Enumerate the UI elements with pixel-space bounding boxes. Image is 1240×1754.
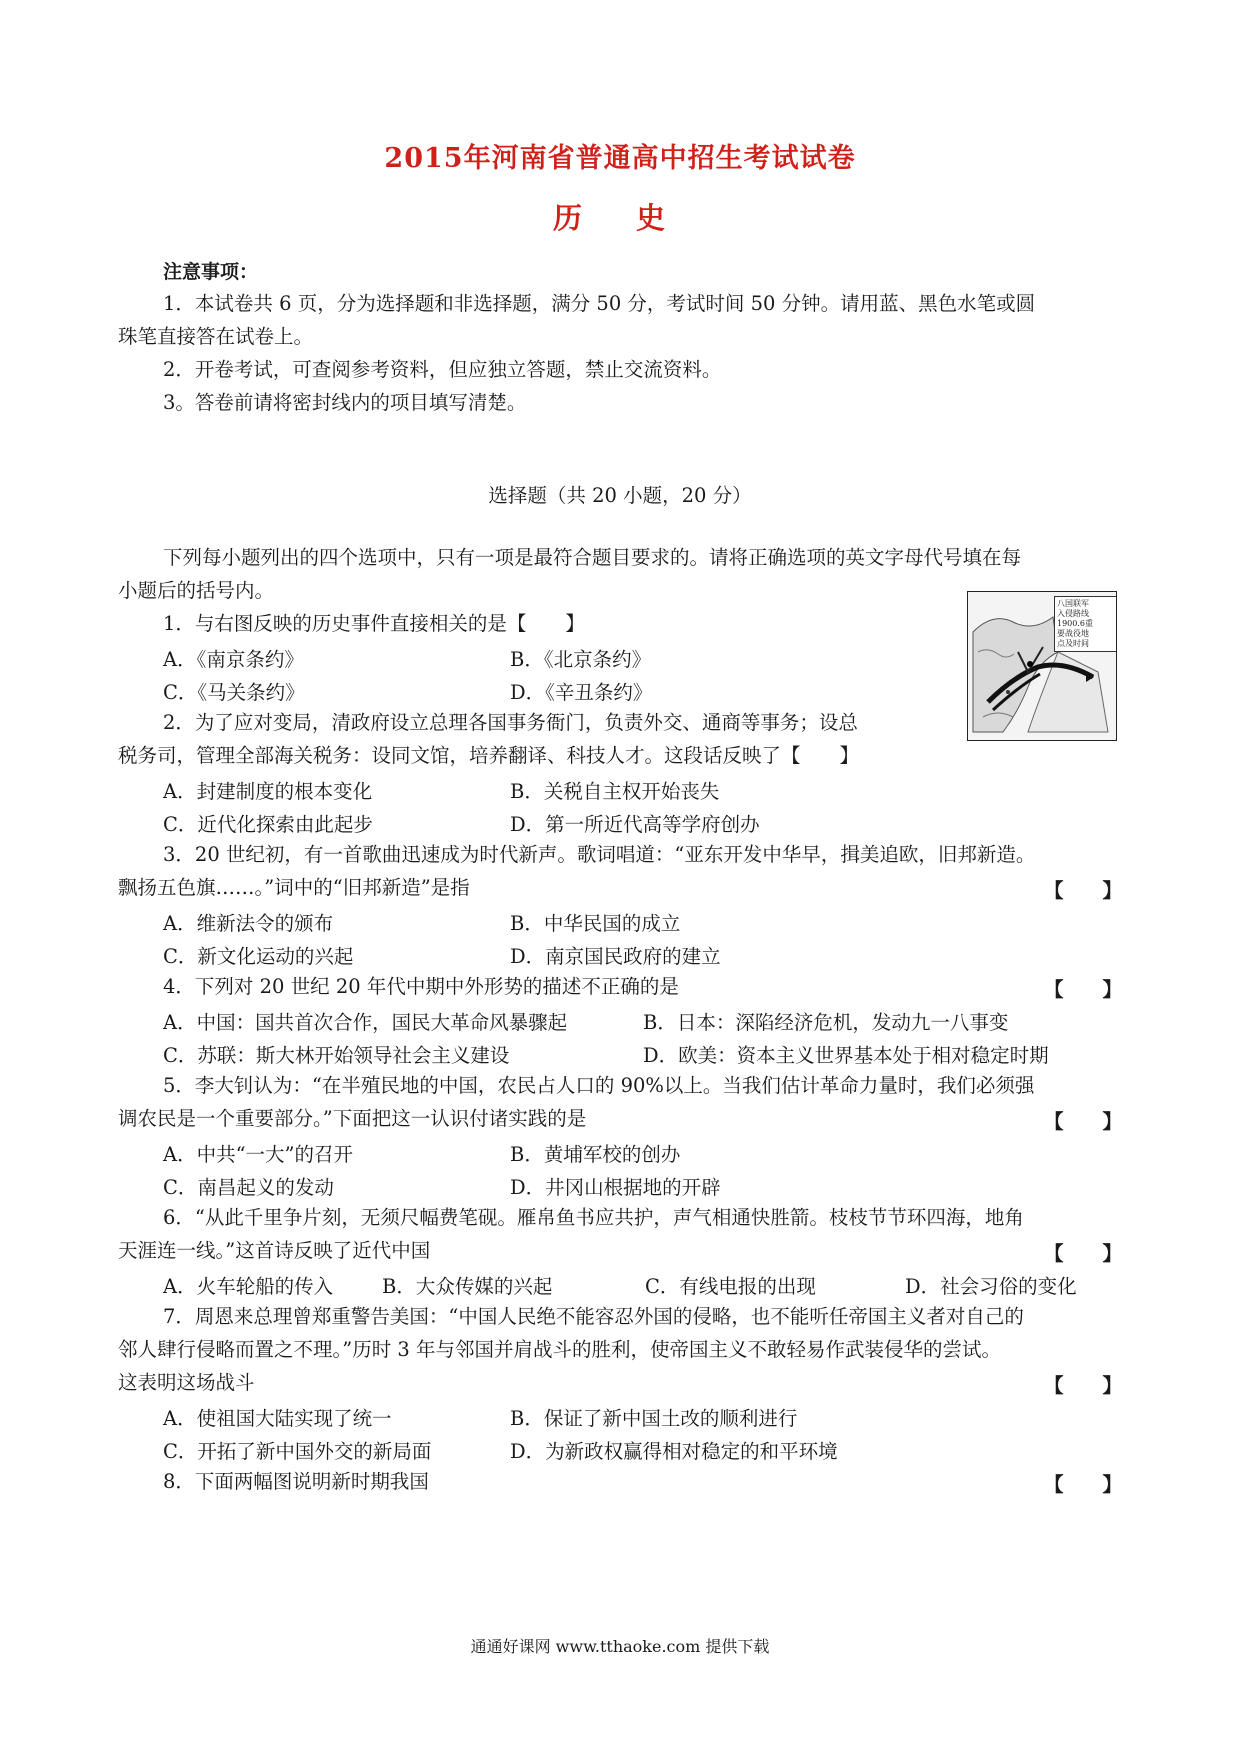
q3-option-a: A．维新法令的颁布 xyxy=(163,912,334,935)
q1-option-c: C．《马关条约》 xyxy=(163,681,305,704)
section-title: 选择题（共 20 小题，20 分） xyxy=(488,484,752,507)
q2-stem-line-1: 2．为了应对变局，清政府设立总理各国事务衙门，负责外交、通商等事务；设总 xyxy=(163,711,858,734)
q6-option-a: A．火车轮船的传入 xyxy=(163,1275,334,1298)
q7-stem-line-2: 邻人肆行侵略而置之不理。”历时 3 年与邻国并肩战斗的胜利，使帝国主义不敢轻易作武装侵华的尝试。 xyxy=(118,1338,1002,1361)
q6-answer-bracket: 【 】 xyxy=(1043,1242,1122,1265)
q3-option-d: D．南京国民政府的建立 xyxy=(510,945,721,968)
q7-stem-line-1: 7．周恩来总理曾郑重警告美国：“中国人民绝不能容忍外国的侵略，也不能听任帝国主义者对自己的 xyxy=(163,1305,1024,1328)
q2-option-c: C．近代化探索由此起步 xyxy=(163,813,373,836)
q6-stem-line-1: 6．“从此千里争片刻，无须尺幅费笔砚。雁帛鱼书应共护，声气相通快胜箭。枝枝节节环四海，地角 xyxy=(163,1206,1024,1229)
note-line-1: 1．本试卷共 6 页，分为选择题和非选择题，满分 50 分，考试时间 50 分钟。请用蓝、黑色水笔或圆 xyxy=(163,292,1036,315)
q4-option-d: D．欧美：资本主义世界基本处于相对稳定时期 xyxy=(643,1044,1049,1067)
q7-answer-bracket: 【 】 xyxy=(1043,1374,1122,1397)
map-legend xyxy=(1054,596,1117,652)
q2-option-d: D．第一所近代高等学府创办 xyxy=(510,813,760,836)
q5-answer-bracket: 【 】 xyxy=(1043,1110,1122,1133)
q2-option-b: B．关税自主权开始丧失 xyxy=(510,780,720,803)
q4-stem: 4．下列对 20 世纪 20 年代中期中外形势的描述不正确的是 xyxy=(163,975,679,998)
q3-stem-line-1: 3．20 世纪初，有一首歌曲迅速成为时代新声。歌词唱道：“亚东开发中华早，揖美追欧，旧邦新造。 xyxy=(163,843,1036,866)
q5-stem-line-2: 调农民是一个重要部分。”下面把这一认识付诸实践的是 xyxy=(118,1107,587,1130)
q6-option-c: C．有线电报的出现 xyxy=(645,1275,816,1298)
boxer-map-figure xyxy=(967,591,1117,741)
q3-stem-line-2: 飘扬五色旗……。”词中的“旧邦新造”是指 xyxy=(118,876,470,899)
q7-option-c: C．开拓了新中国外交的新局面 xyxy=(163,1440,432,1463)
q5-option-c: C．南昌起义的发动 xyxy=(163,1176,334,1199)
q7-option-d: D．为新政权赢得相对稳定的和平环境 xyxy=(510,1440,838,1463)
q2-option-a: A．封建制度的根本变化 xyxy=(163,780,373,803)
q1-stem: 1．与右图反映的历史事件直接相关的是【 】 xyxy=(163,612,585,635)
q7-option-a: A．使祖国大陆实现了统一 xyxy=(163,1407,392,1430)
legend-battle-1: 1900.6重 xyxy=(1057,619,1093,628)
q6-option-b: B．大众传媒的兴起 xyxy=(382,1275,553,1298)
q2-stem-line-2: 税务司，管理全部海关税务：设同文馆，培养翻译、科技人才。这段话反映了【 】 xyxy=(118,744,860,767)
q6-stem-line-2: 天涯连一线。”这首诗反映了近代中国 xyxy=(118,1239,431,1262)
q3-option-c: C．新文化运动的兴起 xyxy=(163,945,354,968)
notes-heading: 注意事项： xyxy=(163,261,259,283)
q3-option-b: B．中华民国的成立 xyxy=(510,912,681,935)
note-line-2: 珠笔直接答在试卷上。 xyxy=(118,325,314,348)
q4-option-c: C．苏联：斯大林开始领导社会主义建设 xyxy=(163,1044,510,1067)
section-intro-1: 下列每小题列出的四个选项中，只有一项是最符合题目要求的。请将正确选项的英文字母代号填在每 xyxy=(163,546,1022,569)
q3-answer-bracket: 【 】 xyxy=(1043,879,1122,902)
q8-stem: 8．下面两幅图说明新时期我国 xyxy=(163,1470,429,1493)
page-footer: 通通好课网 www.tthaoke.com 提供下载 xyxy=(470,1637,770,1656)
q1-option-a: A．《南京条约》 xyxy=(163,648,304,671)
q4-answer-bracket: 【 】 xyxy=(1043,978,1122,1001)
q8-answer-bracket: 【 】 xyxy=(1043,1473,1122,1496)
q5-option-a: A．中共“一大”的召开 xyxy=(163,1143,354,1166)
q7-option-b: B．保证了新中国土改的顺利进行 xyxy=(510,1407,798,1430)
legend-battle-2: 要战役地 xyxy=(1057,629,1089,638)
subject-title: 历 史 xyxy=(552,201,688,235)
q5-option-b: B．黄埔军校的创办 xyxy=(510,1143,681,1166)
q6-option-d: D．社会习俗的变化 xyxy=(905,1275,1077,1298)
q5-option-d: D．井冈山根据地的开辟 xyxy=(510,1176,721,1199)
q5-stem-line-1: 5．李大钊认为：“在半殖民地的中国，农民占人口的 90%以上。当我们估计革命力量时，我们必须强 xyxy=(163,1074,1035,1097)
q7-stem-line-3: 这表明这场战斗 xyxy=(118,1371,255,1394)
q1-option-d: D．《辛丑条约》 xyxy=(510,681,653,704)
legend-route-1: 八国联军 xyxy=(1057,599,1089,608)
legend-route-2: 入侵路线 xyxy=(1057,609,1089,618)
q4-option-b: B．日本：深陷经济危机，发动九一八事变 xyxy=(643,1011,1009,1034)
note-line-4: 3。答卷前请将密封线内的项目填写清楚。 xyxy=(163,391,527,414)
q1-option-b: B．《北京条约》 xyxy=(510,648,652,671)
q4-option-a: A．中国：国共首次合作，国民大革命风暴骤起 xyxy=(163,1011,568,1034)
legend-battle-3: 点及时间 xyxy=(1057,639,1089,648)
section-intro-2: 小题后的括号内。 xyxy=(118,579,275,602)
note-line-3: 2．开卷考试，可查阅参考资料，但应独立答题，禁止交流资料。 xyxy=(163,358,722,381)
exam-title: 2015年河南省普通高中招生考试试卷 xyxy=(384,143,856,174)
